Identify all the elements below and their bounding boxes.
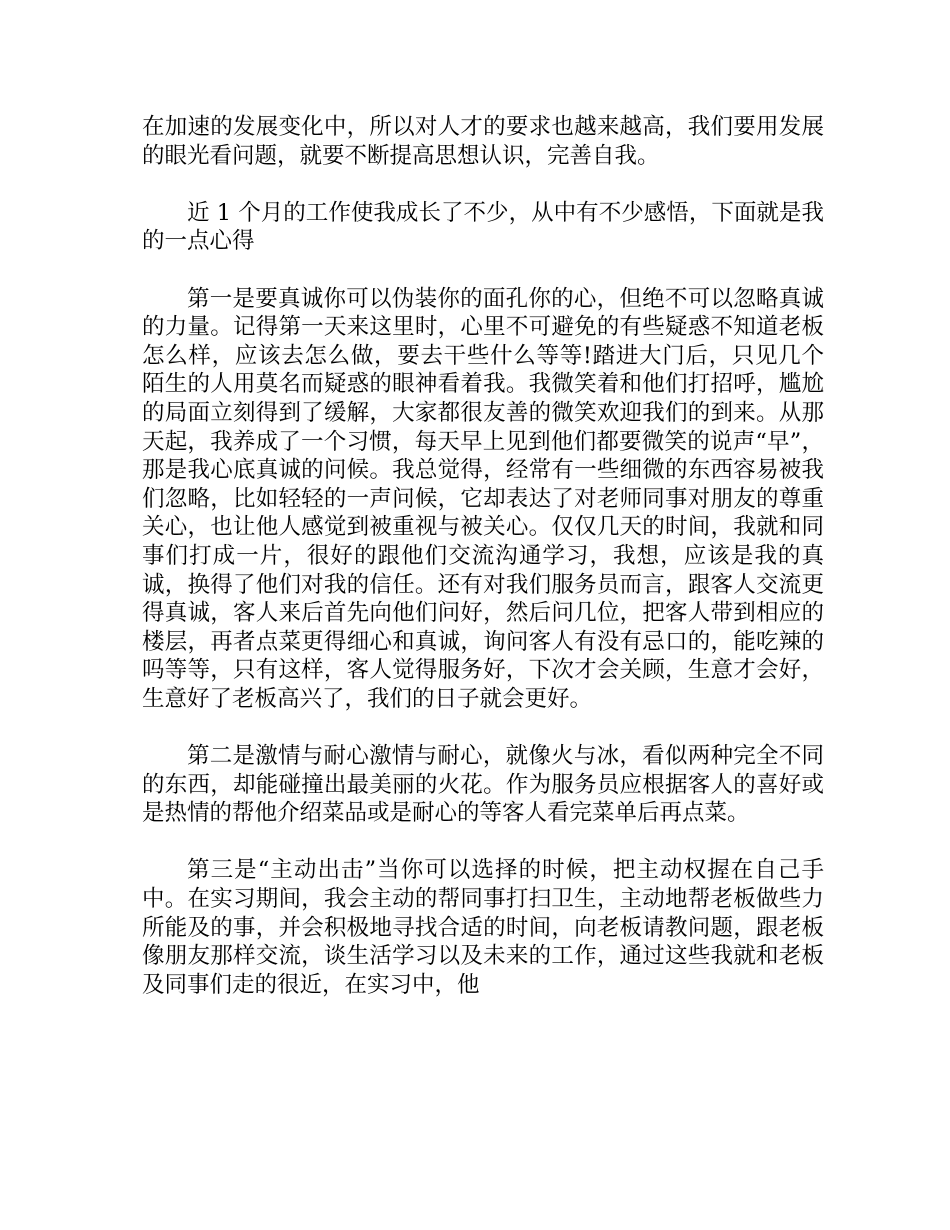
paragraph-point-initiative: 第三是“主动出击”当你可以选择的时候，把主动权握在自己手中。在实习期间，我会主动的帮同事打扫卫生，主动地帮老板做些力所能及的事，并会积极地寻找合适的时间，向老板请教问题，跟老板像朋友那样交流，谈生活学习以及未来的工作，通过这些我就和老板及同事们走的很近，在实习中，他	[142, 857, 824, 998]
paragraph-intro-continued: 在加速的发展变化中，所以对人才的要求也越来越高，我们要用发展的眼光看问题，就要不断提高思想认识，完善自我。	[142, 114, 824, 169]
document-page	[142, 113, 824, 1028]
paragraph-summary-intro: 近 1 个月的工作使我成长了不少，从中有不少感悟，下面就是我的一点心得	[142, 199, 824, 255]
paragraph-point-sincerity: 第一是要真诚你可以伪装你的面孔你的心，但绝不可以忽略真诚的力量。记得第一天来这里时，心里不可避免的有些疑惑不知道老板怎么样，应该去怎么做，要去干些什么等等!踏进大门后，只见几个陌生的人用莫名而疑惑的眼神看着我。我微笑着和他们打招呼，尴尬的局面立刻得到了缓解，大家都很友善的微笑欢迎我们的到来。从那天起，我养成了一个习惯，每天早上见到他们都要微笑的说声“早”，那是我心底真诚的问候。我总觉得，经常有一些细微的东西容易被我们忽略，比如轻轻的一声问候，它却表达了对老师同事对朋友的尊重关心，也让他人感觉到被重视与被关心。仅仅几天的时间，我就和同事们打成一片，很好的跟他们交流沟通学习，我想，应该是我的真诚，换得了他们对我的信任。还有对我们服务员而言，跟客人交流更得真诚，客人来后首先向他们问好，然后问几位，把客人带到相应的楼层，再者点菜更得细心和真诚，询问客人有没有忌口的，能吃辣的吗等等，只有这样，客人觉得服务好，下次才会关顾，生意才会好，生意好了老板高兴了，我们的日子就会更好。	[142, 285, 824, 712]
paragraph-point-passion-patience: 第二是激情与耐心激情与耐心，就像火与冰，看似两种完全不同的东西，却能碰撞出最美丽的火花。作为服务员应根据客人的喜好或是热情的帮他介绍菜品或是耐心的等客人看完菜单后再点菜。	[142, 743, 824, 827]
